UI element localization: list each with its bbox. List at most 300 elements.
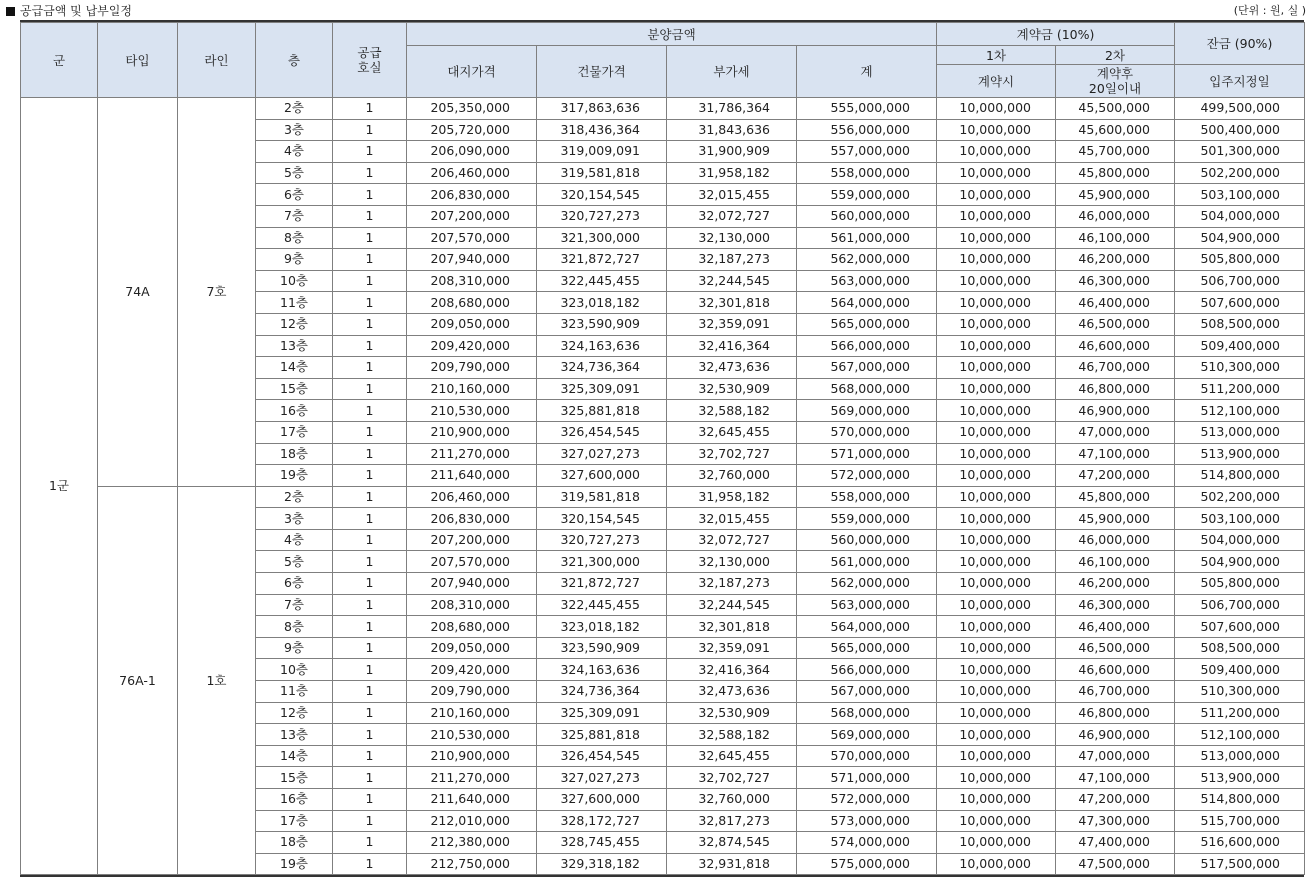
cell-supply-units: 1 [333, 573, 407, 595]
cell-total: 558,000,000 [797, 486, 937, 508]
cell-total: 569,000,000 [797, 400, 937, 422]
header-floor: 층 [256, 23, 333, 98]
cell-vat: 32,817,273 [667, 810, 797, 832]
cell-vat: 32,931,818 [667, 853, 797, 875]
cell-first-installment: 10,000,000 [937, 292, 1056, 314]
cell-vat: 32,130,000 [667, 551, 797, 573]
cell-building-price: 326,454,545 [537, 421, 667, 443]
cell-balance: 514,800,000 [1175, 789, 1305, 811]
cell-vat: 32,702,727 [667, 443, 797, 465]
cell-land-price: 211,270,000 [407, 443, 537, 465]
cell-first-installment: 10,000,000 [937, 702, 1056, 724]
cell-land-price: 208,310,000 [407, 594, 537, 616]
cell-vat: 32,473,636 [667, 357, 797, 379]
cell-land-price: 206,090,000 [407, 141, 537, 163]
header-after-contract-line1: 계약후 [1096, 66, 1134, 81]
cell-land-price: 211,640,000 [407, 789, 537, 811]
cell-supply-units: 1 [333, 249, 407, 271]
cell-first-installment: 10,000,000 [937, 616, 1056, 638]
cell-vat: 32,301,818 [667, 616, 797, 638]
cell-balance: 505,800,000 [1175, 249, 1305, 271]
cell-total: 561,000,000 [797, 227, 937, 249]
header-building-price: 건물가격 [537, 46, 667, 98]
cell-supply-units: 1 [333, 637, 407, 659]
table-row [21, 486, 1305, 508]
header-second-installment: 2차 [1056, 46, 1175, 65]
cell-supply-units: 1 [333, 205, 407, 227]
cell-first-installment: 10,000,000 [937, 205, 1056, 227]
header-balance: 잔금 (90%) [1175, 23, 1305, 65]
cell-first-installment: 10,000,000 [937, 184, 1056, 206]
cell-vat: 32,301,818 [667, 292, 797, 314]
cell-supply-units: 1 [333, 832, 407, 854]
cell-building-price: 319,009,091 [537, 141, 667, 163]
cell-building-price: 328,172,727 [537, 810, 667, 832]
cell-balance: 512,100,000 [1175, 724, 1305, 746]
square-bullet-icon [6, 7, 15, 16]
cell-vat: 32,187,273 [667, 573, 797, 595]
cell-second-installment: 46,200,000 [1056, 573, 1175, 595]
cell-supply-units: 1 [333, 421, 407, 443]
cell-first-installment: 10,000,000 [937, 767, 1056, 789]
cell-balance: 504,000,000 [1175, 529, 1305, 551]
cell-balance: 504,900,000 [1175, 551, 1305, 573]
cell-land-price: 207,570,000 [407, 551, 537, 573]
cell-supply-units: 1 [333, 227, 407, 249]
cell-supply-units: 1 [333, 184, 407, 206]
cell-first-installment: 10,000,000 [937, 789, 1056, 811]
cell-vat: 31,958,182 [667, 486, 797, 508]
cell-floor: 17층 [256, 810, 333, 832]
cell-building-price: 323,018,182 [537, 616, 667, 638]
cell-supply-units: 1 [333, 724, 407, 746]
cell-line: 7호 [178, 98, 256, 487]
cell-first-installment: 10,000,000 [937, 421, 1056, 443]
cell-type: 74A [98, 98, 178, 487]
cell-floor: 3층 [256, 119, 333, 141]
cell-land-price: 210,900,000 [407, 745, 537, 767]
cell-balance: 513,000,000 [1175, 421, 1305, 443]
cell-building-price: 329,318,182 [537, 853, 667, 875]
cell-balance: 503,100,000 [1175, 508, 1305, 530]
cell-balance: 513,000,000 [1175, 745, 1305, 767]
cell-total: 555,000,000 [797, 98, 937, 120]
cell-floor: 12층 [256, 313, 333, 335]
cell-first-installment: 10,000,000 [937, 637, 1056, 659]
header-move-in-date: 입주지정일 [1175, 65, 1305, 98]
cell-floor: 16층 [256, 789, 333, 811]
cell-first-installment: 10,000,000 [937, 162, 1056, 184]
cell-balance: 512,100,000 [1175, 400, 1305, 422]
cell-vat: 32,645,455 [667, 421, 797, 443]
cell-floor: 8층 [256, 616, 333, 638]
cell-first-installment: 10,000,000 [937, 249, 1056, 271]
cell-vat: 32,760,000 [667, 465, 797, 487]
cell-vat: 32,015,455 [667, 184, 797, 206]
document-title [6, 2, 132, 20]
cell-vat: 31,786,364 [667, 98, 797, 120]
cell-building-price: 319,581,818 [537, 162, 667, 184]
cell-balance: 499,500,000 [1175, 98, 1305, 120]
cell-floor: 2층 [256, 98, 333, 120]
cell-total: 568,000,000 [797, 702, 937, 724]
cell-land-price: 205,350,000 [407, 98, 537, 120]
table-header [21, 23, 1305, 98]
header-after-contract-line2: 20일이내 [1088, 81, 1142, 96]
cell-floor: 9층 [256, 637, 333, 659]
cell-building-price: 317,863,636 [537, 98, 667, 120]
header-line: 라인 [178, 23, 256, 98]
cell-balance: 508,500,000 [1175, 313, 1305, 335]
cell-floor: 18층 [256, 832, 333, 854]
cell-floor: 19층 [256, 853, 333, 875]
cell-second-installment: 46,600,000 [1056, 659, 1175, 681]
cell-balance: 500,400,000 [1175, 119, 1305, 141]
cell-group: 1군 [21, 98, 98, 875]
cell-total: 565,000,000 [797, 313, 937, 335]
cell-floor: 9층 [256, 249, 333, 271]
cell-balance: 506,700,000 [1175, 270, 1305, 292]
cell-first-installment: 10,000,000 [937, 378, 1056, 400]
cell-supply-units: 1 [333, 594, 407, 616]
cell-floor: 8층 [256, 227, 333, 249]
cell-total: 565,000,000 [797, 637, 937, 659]
cell-building-price: 320,727,273 [537, 529, 667, 551]
cell-total: 567,000,000 [797, 681, 937, 703]
cell-second-installment: 47,100,000 [1056, 767, 1175, 789]
cell-floor: 5층 [256, 551, 333, 573]
cell-second-installment: 46,300,000 [1056, 594, 1175, 616]
cell-building-price: 325,309,091 [537, 702, 667, 724]
price-table [20, 22, 1305, 875]
cell-floor: 13층 [256, 335, 333, 357]
cell-line: 1호 [178, 486, 256, 875]
cell-land-price: 210,530,000 [407, 400, 537, 422]
cell-building-price: 324,163,636 [537, 335, 667, 357]
cell-balance: 513,900,000 [1175, 443, 1305, 465]
cell-supply-units: 1 [333, 789, 407, 811]
header-total: 계 [797, 46, 937, 98]
cell-vat: 32,416,364 [667, 335, 797, 357]
cell-type: 76A-1 [98, 486, 178, 875]
price-table-wrapper [20, 20, 1304, 877]
cell-floor: 3층 [256, 508, 333, 530]
header-deposit: 계약금 (10%) [937, 23, 1175, 46]
cell-supply-units: 1 [333, 465, 407, 487]
cell-floor: 2층 [256, 486, 333, 508]
cell-floor: 13층 [256, 724, 333, 746]
cell-balance: 502,200,000 [1175, 486, 1305, 508]
cell-floor: 18층 [256, 443, 333, 465]
cell-building-price: 319,581,818 [537, 486, 667, 508]
cell-floor: 7층 [256, 205, 333, 227]
cell-second-installment: 46,500,000 [1056, 313, 1175, 335]
cell-building-price: 322,445,455 [537, 594, 667, 616]
cell-first-installment: 10,000,000 [937, 119, 1056, 141]
cell-total: 559,000,000 [797, 508, 937, 530]
cell-vat: 32,874,545 [667, 832, 797, 854]
cell-vat: 32,244,545 [667, 270, 797, 292]
cell-vat: 32,130,000 [667, 227, 797, 249]
cell-total: 561,000,000 [797, 551, 937, 573]
cell-second-installment: 47,400,000 [1056, 832, 1175, 854]
cell-total: 560,000,000 [797, 205, 937, 227]
cell-supply-units: 1 [333, 292, 407, 314]
cell-supply-units: 1 [333, 357, 407, 379]
cell-land-price: 206,830,000 [407, 508, 537, 530]
cell-land-price: 210,160,000 [407, 702, 537, 724]
header-supply-units-line1: 공급 [357, 45, 382, 60]
cell-total: 564,000,000 [797, 616, 937, 638]
cell-total: 562,000,000 [797, 573, 937, 595]
cell-floor: 4층 [256, 141, 333, 163]
cell-balance: 509,400,000 [1175, 335, 1305, 357]
cell-balance: 513,900,000 [1175, 767, 1305, 789]
cell-land-price: 212,010,000 [407, 810, 537, 832]
cell-vat: 32,244,545 [667, 594, 797, 616]
cell-supply-units: 1 [333, 745, 407, 767]
cell-vat: 32,072,727 [667, 529, 797, 551]
table-row [21, 98, 1305, 120]
cell-supply-units: 1 [333, 378, 407, 400]
header-at-contract: 계약시 [937, 65, 1056, 98]
cell-land-price: 210,900,000 [407, 421, 537, 443]
cell-building-price: 318,436,364 [537, 119, 667, 141]
cell-building-price: 321,300,000 [537, 551, 667, 573]
cell-supply-units: 1 [333, 508, 407, 530]
cell-vat: 31,900,909 [667, 141, 797, 163]
cell-total: 572,000,000 [797, 789, 937, 811]
header-type: 타입 [98, 23, 178, 98]
cell-second-installment: 46,000,000 [1056, 529, 1175, 551]
cell-land-price: 208,680,000 [407, 292, 537, 314]
cell-building-price: 323,018,182 [537, 292, 667, 314]
cell-building-price: 320,154,545 [537, 184, 667, 206]
cell-second-installment: 46,900,000 [1056, 400, 1175, 422]
cell-second-installment: 46,700,000 [1056, 357, 1175, 379]
cell-second-installment: 46,400,000 [1056, 292, 1175, 314]
cell-land-price: 209,790,000 [407, 681, 537, 703]
cell-balance: 515,700,000 [1175, 810, 1305, 832]
cell-vat: 32,530,909 [667, 378, 797, 400]
cell-vat: 32,645,455 [667, 745, 797, 767]
cell-land-price: 207,200,000 [407, 529, 537, 551]
cell-first-installment: 10,000,000 [937, 486, 1056, 508]
cell-first-installment: 10,000,000 [937, 810, 1056, 832]
cell-floor: 4층 [256, 529, 333, 551]
cell-total: 566,000,000 [797, 335, 937, 357]
cell-vat: 32,588,182 [667, 400, 797, 422]
table-body [21, 98, 1305, 875]
cell-supply-units: 1 [333, 551, 407, 573]
cell-balance: 510,300,000 [1175, 357, 1305, 379]
cell-vat: 32,416,364 [667, 659, 797, 681]
cell-total: 563,000,000 [797, 270, 937, 292]
cell-total: 574,000,000 [797, 832, 937, 854]
cell-balance: 502,200,000 [1175, 162, 1305, 184]
cell-balance: 504,000,000 [1175, 205, 1305, 227]
cell-land-price: 207,200,000 [407, 205, 537, 227]
cell-first-installment: 10,000,000 [937, 443, 1056, 465]
cell-building-price: 327,600,000 [537, 465, 667, 487]
cell-second-installment: 45,700,000 [1056, 141, 1175, 163]
cell-supply-units: 1 [333, 313, 407, 335]
cell-land-price: 208,310,000 [407, 270, 537, 292]
cell-second-installment: 45,800,000 [1056, 486, 1175, 508]
cell-building-price: 325,881,818 [537, 400, 667, 422]
cell-vat: 32,530,909 [667, 702, 797, 724]
cell-total: 570,000,000 [797, 745, 937, 767]
cell-supply-units: 1 [333, 529, 407, 551]
cell-supply-units: 1 [333, 681, 407, 703]
cell-total: 558,000,000 [797, 162, 937, 184]
cell-first-installment: 10,000,000 [937, 853, 1056, 875]
cell-second-installment: 47,500,000 [1056, 853, 1175, 875]
cell-first-installment: 10,000,000 [937, 465, 1056, 487]
cell-total: 571,000,000 [797, 767, 937, 789]
cell-second-installment: 47,300,000 [1056, 810, 1175, 832]
cell-second-installment: 46,000,000 [1056, 205, 1175, 227]
cell-building-price: 320,154,545 [537, 508, 667, 530]
cell-second-installment: 47,000,000 [1056, 745, 1175, 767]
header-supply-units [333, 23, 407, 98]
cell-total: 570,000,000 [797, 421, 937, 443]
cell-balance: 509,400,000 [1175, 659, 1305, 681]
cell-second-installment: 47,200,000 [1056, 789, 1175, 811]
cell-second-installment: 47,100,000 [1056, 443, 1175, 465]
cell-building-price: 327,027,273 [537, 443, 667, 465]
cell-total: 556,000,000 [797, 119, 937, 141]
header-supply-units-line2: 호실 [357, 60, 382, 75]
cell-balance: 507,600,000 [1175, 616, 1305, 638]
cell-vat: 32,588,182 [667, 724, 797, 746]
cell-floor: 19층 [256, 465, 333, 487]
cell-land-price: 207,570,000 [407, 227, 537, 249]
cell-total: 575,000,000 [797, 853, 937, 875]
cell-second-installment: 45,900,000 [1056, 508, 1175, 530]
cell-land-price: 207,940,000 [407, 573, 537, 595]
cell-supply-units: 1 [333, 119, 407, 141]
cell-balance: 508,500,000 [1175, 637, 1305, 659]
cell-first-installment: 10,000,000 [937, 681, 1056, 703]
cell-balance: 510,300,000 [1175, 681, 1305, 703]
cell-land-price: 212,380,000 [407, 832, 537, 854]
cell-second-installment: 46,600,000 [1056, 335, 1175, 357]
cell-building-price: 325,881,818 [537, 724, 667, 746]
cell-total: 569,000,000 [797, 724, 937, 746]
cell-supply-units: 1 [333, 702, 407, 724]
cell-building-price: 325,309,091 [537, 378, 667, 400]
cell-floor: 17층 [256, 421, 333, 443]
cell-second-installment: 47,000,000 [1056, 421, 1175, 443]
cell-building-price: 324,736,364 [537, 681, 667, 703]
cell-building-price: 326,454,545 [537, 745, 667, 767]
cell-land-price: 209,790,000 [407, 357, 537, 379]
cell-first-installment: 10,000,000 [937, 659, 1056, 681]
unit-note: (단위 : 원, 실 ) [1233, 4, 1306, 17]
cell-floor: 6층 [256, 184, 333, 206]
cell-vat: 32,702,727 [667, 767, 797, 789]
cell-second-installment: 46,200,000 [1056, 249, 1175, 271]
cell-balance: 517,500,000 [1175, 853, 1305, 875]
cell-building-price: 320,727,273 [537, 205, 667, 227]
cell-second-installment: 46,100,000 [1056, 551, 1175, 573]
cell-second-installment: 46,500,000 [1056, 637, 1175, 659]
cell-total: 560,000,000 [797, 529, 937, 551]
cell-first-installment: 10,000,000 [937, 227, 1056, 249]
cell-second-installment: 46,400,000 [1056, 616, 1175, 638]
cell-building-price: 327,027,273 [537, 767, 667, 789]
cell-first-installment: 10,000,000 [937, 141, 1056, 163]
cell-total: 557,000,000 [797, 141, 937, 163]
cell-land-price: 208,680,000 [407, 616, 537, 638]
cell-supply-units: 1 [333, 810, 407, 832]
cell-first-installment: 10,000,000 [937, 529, 1056, 551]
cell-total: 568,000,000 [797, 378, 937, 400]
cell-total: 567,000,000 [797, 357, 937, 379]
cell-land-price: 211,270,000 [407, 767, 537, 789]
cell-second-installment: 45,500,000 [1056, 98, 1175, 120]
cell-land-price: 210,530,000 [407, 724, 537, 746]
cell-land-price: 206,460,000 [407, 486, 537, 508]
cell-balance: 511,200,000 [1175, 378, 1305, 400]
cell-building-price: 324,163,636 [537, 659, 667, 681]
cell-second-installment: 46,100,000 [1056, 227, 1175, 249]
cell-land-price: 209,050,000 [407, 637, 537, 659]
cell-floor: 16층 [256, 400, 333, 422]
cell-floor: 7층 [256, 594, 333, 616]
cell-supply-units: 1 [333, 486, 407, 508]
cell-total: 563,000,000 [797, 594, 937, 616]
cell-supply-units: 1 [333, 767, 407, 789]
cell-land-price: 209,420,000 [407, 659, 537, 681]
cell-first-installment: 10,000,000 [937, 573, 1056, 595]
cell-second-installment: 46,900,000 [1056, 724, 1175, 746]
cell-vat: 32,015,455 [667, 508, 797, 530]
cell-second-installment: 46,300,000 [1056, 270, 1175, 292]
cell-supply-units: 1 [333, 659, 407, 681]
header-sale-price: 분양금액 [407, 23, 937, 46]
cell-building-price: 321,872,727 [537, 249, 667, 271]
cell-balance: 504,900,000 [1175, 227, 1305, 249]
cell-vat: 31,958,182 [667, 162, 797, 184]
cell-first-installment: 10,000,000 [937, 745, 1056, 767]
cell-floor: 12층 [256, 702, 333, 724]
cell-vat: 31,843,636 [667, 119, 797, 141]
cell-land-price: 209,050,000 [407, 313, 537, 335]
cell-floor: 10층 [256, 659, 333, 681]
header-first-installment: 1차 [937, 46, 1056, 65]
cell-balance: 501,300,000 [1175, 141, 1305, 163]
cell-vat: 32,187,273 [667, 249, 797, 271]
cell-second-installment: 45,600,000 [1056, 119, 1175, 141]
cell-second-installment: 45,900,000 [1056, 184, 1175, 206]
cell-floor: 5층 [256, 162, 333, 184]
cell-building-price: 322,445,455 [537, 270, 667, 292]
cell-first-installment: 10,000,000 [937, 832, 1056, 854]
header-group: 군 [21, 23, 98, 98]
cell-building-price: 323,590,909 [537, 637, 667, 659]
cell-total: 564,000,000 [797, 292, 937, 314]
cell-first-installment: 10,000,000 [937, 508, 1056, 530]
cell-balance: 505,800,000 [1175, 573, 1305, 595]
cell-floor: 11층 [256, 292, 333, 314]
cell-floor: 11층 [256, 681, 333, 703]
cell-first-installment: 10,000,000 [937, 313, 1056, 335]
cell-floor: 15층 [256, 378, 333, 400]
cell-supply-units: 1 [333, 270, 407, 292]
cell-supply-units: 1 [333, 443, 407, 465]
